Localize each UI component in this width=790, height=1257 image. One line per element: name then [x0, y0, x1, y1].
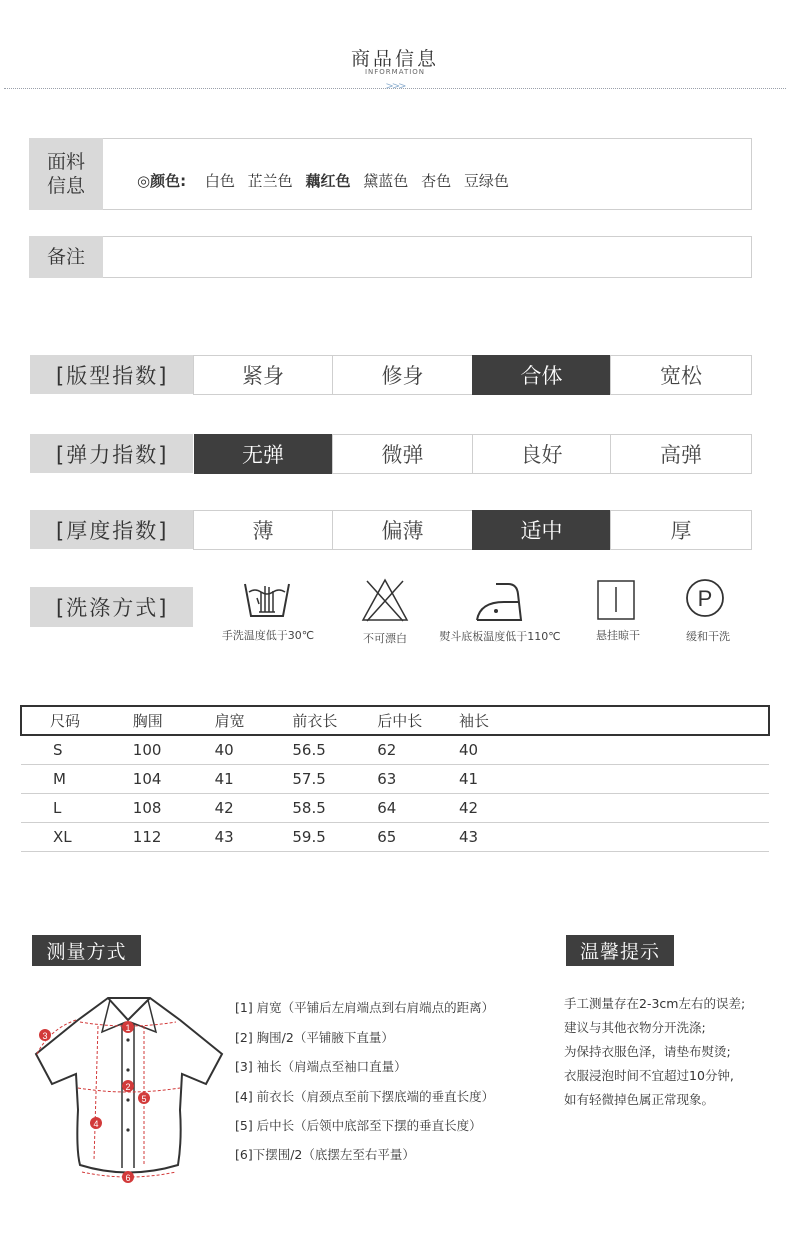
- color-label: ◎颜色:: [137, 172, 187, 190]
- color-option: 藕红色: [305, 172, 351, 190]
- iron-icon: [474, 580, 524, 622]
- fit-index-label: [版型指数]: [30, 355, 193, 394]
- table-cell: M: [21, 765, 133, 794]
- fit-option: 紧身: [193, 355, 333, 395]
- table-cell: 43: [459, 823, 769, 852]
- table-cell: 42: [215, 794, 293, 823]
- table-row: [21, 794, 769, 823]
- measure-item: [6]下摆围/2（底摆左至右平量）: [235, 1147, 415, 1162]
- note-label: 备注: [29, 236, 103, 278]
- table-cell: 56.5: [292, 735, 377, 765]
- tip-item: 如有轻微掉色属正常现象。: [564, 1092, 715, 1107]
- note-box: [29, 236, 752, 278]
- table-cell: 40: [215, 735, 293, 765]
- table-row: [21, 735, 769, 765]
- fit-option: 宽松: [610, 355, 752, 395]
- tip-item: 建议与其他衣物分开洗涤;: [564, 1020, 706, 1035]
- table-cell: 59.5: [292, 823, 377, 852]
- table-cell: 62: [377, 735, 459, 765]
- table-cell: 41: [459, 765, 769, 794]
- fabric-label-line1: 面料: [46, 151, 85, 173]
- marker-1: [122, 1021, 134, 1033]
- svg-text:4: 4: [93, 1119, 99, 1129]
- thickness-option-selected: 适中: [472, 510, 611, 550]
- svg-text:1: 1: [125, 1023, 131, 1033]
- svg-text:3: 3: [42, 1031, 48, 1041]
- measure-item: [3] 袖长（肩端点至袖口直量）: [235, 1059, 407, 1074]
- elasticity-option: 良好: [472, 434, 611, 474]
- thickness-option: 薄: [193, 510, 333, 550]
- dry-clean-letter: P: [697, 586, 713, 611]
- table-row: [21, 765, 769, 794]
- table-cell: 100: [133, 735, 215, 765]
- table-cell: 108: [133, 794, 215, 823]
- tip-item: 衣服浸泡时间不宜超过10分钟,: [564, 1068, 734, 1083]
- color-option: 芷兰色: [247, 172, 293, 190]
- wash-text: 悬挂晾干: [596, 629, 640, 642]
- table-cell: 104: [133, 765, 215, 794]
- wash-text: 缓和干洗: [686, 630, 730, 643]
- table-cell: L: [21, 794, 133, 823]
- measure-title: 测量方式: [32, 935, 141, 966]
- column-header: 胸围: [133, 706, 215, 735]
- table-cell: 64: [377, 794, 459, 823]
- wash-text: 熨斗底板温度低于110℃: [439, 630, 561, 643]
- measure-item: [5] 后中长（后领中底部至下摆的垂直长度）: [235, 1118, 482, 1133]
- section-subtitle: INFORMATION: [364, 68, 426, 76]
- marker-5: [138, 1092, 150, 1104]
- fit-option-selected: 合体: [472, 355, 611, 395]
- table-cell: 58.5: [292, 794, 377, 823]
- column-header: 袖长: [459, 706, 769, 735]
- elasticity-option-selected: 无弹: [194, 434, 332, 474]
- table-cell: 40: [459, 735, 769, 765]
- chevron-right-icon: >>>: [385, 81, 405, 92]
- column-header: 后中长: [377, 706, 459, 735]
- section-title: 商品信息: [350, 48, 439, 70]
- column-header: 肩宽: [215, 706, 293, 735]
- hand-wash-icon: [243, 578, 291, 622]
- measure-item: [2] 胸围/2（平铺腋下直量）: [235, 1030, 394, 1045]
- color-option: 黛蓝色: [363, 172, 409, 190]
- size-table-header: [21, 706, 769, 735]
- marker-4: [90, 1117, 102, 1129]
- no-bleach-icon: [361, 577, 409, 623]
- fabric-info-label: [29, 138, 103, 210]
- tip-item: 手工测量存在2-3cm左右的误差;: [564, 996, 746, 1011]
- color-option: 杏色: [421, 172, 452, 190]
- table-cell: XL: [21, 823, 133, 852]
- svg-text:5: 5: [141, 1094, 147, 1104]
- wash-method-label: [洗涤方式]: [30, 587, 193, 627]
- tip-item: 为保持衣服色泽，请垫布熨烫;: [564, 1044, 731, 1059]
- wash-text: 手洗温度低于30℃: [221, 629, 315, 642]
- size-table: [20, 705, 770, 852]
- table-cell: 43: [215, 823, 293, 852]
- thickness-option: 偏薄: [332, 510, 473, 550]
- table-cell: 63: [377, 765, 459, 794]
- fit-option: 修身: [332, 355, 473, 395]
- column-header: 尺码: [21, 706, 133, 735]
- table-row: [21, 823, 769, 852]
- thickness-option: 厚: [610, 510, 752, 550]
- shirt-diagram: [18, 990, 228, 1186]
- column-header: 前衣长: [292, 706, 377, 735]
- svg-text:2: 2: [125, 1082, 131, 1092]
- table-cell: 57.5: [292, 765, 377, 794]
- hang-dry-icon: [597, 580, 635, 620]
- tips-title: 温馨提示: [566, 935, 674, 966]
- thickness-index-label: [厚度指数]: [30, 510, 193, 549]
- table-cell: 42: [459, 794, 769, 823]
- table-cell: 65: [377, 823, 459, 852]
- marker-3: [39, 1029, 51, 1041]
- fabric-label-line2: 信息: [46, 175, 85, 197]
- color-option: 豆绿色: [463, 172, 509, 190]
- measure-item: [4] 前衣长（肩颈点至前下摆底端的垂直长度）: [235, 1089, 495, 1104]
- elasticity-option: 微弹: [332, 434, 473, 474]
- elasticity-option: 高弹: [610, 434, 752, 474]
- elasticity-index-label: [弹力指数]: [30, 434, 193, 473]
- table-cell: 112: [133, 823, 215, 852]
- color-option: 白色: [204, 172, 235, 190]
- wash-text: 不可漂白: [363, 632, 407, 645]
- fabric-color-list: [137, 170, 517, 191]
- marker-6: [122, 1171, 134, 1183]
- marker-2: [122, 1080, 134, 1092]
- svg-text:6: 6: [125, 1173, 131, 1183]
- measure-item: [1] 肩宽（平铺后左肩端点到右肩端点的距离）: [235, 1000, 495, 1015]
- dry-clean-icon: [685, 578, 725, 618]
- table-cell: 41: [215, 765, 293, 794]
- table-cell: S: [21, 735, 133, 765]
